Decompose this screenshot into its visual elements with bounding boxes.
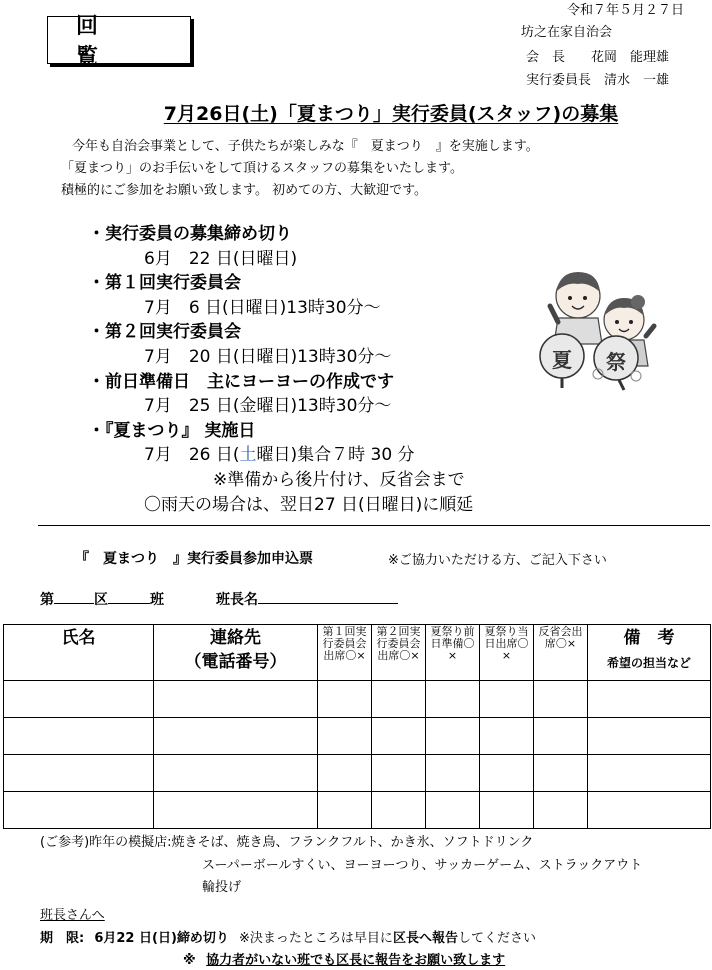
festival-kids-illustration: [528, 266, 660, 392]
cell-prep-day[interactable]: [426, 792, 480, 829]
fan-text-natsu: 夏: [552, 348, 572, 372]
schedule-detail-prep-day: 7月 25 日(金曜日)13時30分～: [144, 396, 392, 417]
final-request-mark: ※: [183, 953, 196, 968]
deadline-line: [40, 927, 536, 946]
festival-weekday: 土: [239, 445, 257, 466]
cell-prep-day[interactable]: [426, 681, 480, 718]
festival-time-part: 曜日)集合７時 30 分: [256, 445, 415, 466]
schedule-item-meeting-2: ・第２回実行委員会: [88, 322, 241, 343]
cell-festival-day[interactable]: [480, 755, 534, 792]
issue-date: 令和７年５月２７日: [567, 3, 685, 18]
deadline-note: ※決まったところは早目に: [239, 931, 393, 946]
cell-contact[interactable]: [154, 718, 318, 755]
cell-contact[interactable]: [154, 792, 318, 829]
fan-text-matsuri: 祭: [606, 350, 626, 374]
schedule-list: [88, 222, 473, 517]
to-group-leaders: 班長さんへ: [40, 908, 105, 923]
cell-remarks[interactable]: [588, 792, 711, 829]
circulation-stamp: [47, 14, 191, 70]
table-header-row: [4, 625, 711, 681]
cell-meeting-2[interactable]: [372, 681, 426, 718]
schedule-item-meeting-1: ・第１回実行委員会: [88, 273, 241, 294]
application-table: [3, 624, 711, 829]
form-note: ※ご協力いただける方、ご記入下さい: [388, 553, 607, 568]
deadline-note-emphasis: 区長へ報告: [392, 931, 458, 946]
schedule-detail-festival-day: [88, 443, 473, 468]
table-row: [4, 792, 711, 829]
reference-line-3: 輪投げ: [202, 880, 242, 895]
cell-meeting-1[interactable]: [318, 718, 372, 755]
cell-name[interactable]: [4, 681, 154, 718]
final-request: [183, 949, 505, 968]
cell-name[interactable]: [4, 755, 154, 792]
cell-review[interactable]: [534, 718, 588, 755]
cell-remarks[interactable]: [588, 755, 711, 792]
cell-remarks[interactable]: [588, 681, 711, 718]
header-contact: 連絡先 （電話番号）: [154, 625, 318, 681]
schedule-item-festival-day: ・『夏まつり』 実施日: [88, 420, 256, 441]
group-suffix: 班: [150, 592, 164, 608]
table-row: [4, 718, 711, 755]
festival-date-part: 7月 26 日(: [144, 445, 240, 466]
cell-prep-day[interactable]: [426, 755, 480, 792]
schedule-item-recruit-deadline: ・実行委員の募集締め切り: [88, 224, 292, 244]
deadline-note-end: してください: [457, 931, 536, 946]
ward-prefix: 第: [40, 592, 54, 608]
rain-policy: 〇雨天の場合は、翌日27 日(日曜日)に順延: [144, 494, 474, 515]
intro-line-3: 積極的にご参加をお願い致します。 初めての方、大歓迎です。: [61, 183, 428, 198]
cell-festival-day[interactable]: [480, 718, 534, 755]
intro-line-2: 「夏まつり」のお手伝いをして頂けるスタッフの募集をいたします。: [61, 161, 463, 176]
schedule-item-prep-day: ・前日準備日 主にヨーヨーの作成です: [88, 371, 394, 392]
ward-group-line: [40, 589, 398, 609]
group-number-field[interactable]: [108, 590, 150, 604]
cell-meeting-2[interactable]: [372, 755, 426, 792]
organization-name: 坊之在家自治会: [521, 25, 613, 40]
cell-review[interactable]: [534, 681, 588, 718]
header-name: 氏名: [4, 625, 154, 681]
header-meeting-1: 第１回実行委員会出席〇×: [318, 625, 372, 681]
cell-festival-day[interactable]: [480, 681, 534, 718]
section-divider: [38, 525, 710, 526]
cell-contact[interactable]: [154, 755, 318, 792]
table-row: [4, 681, 711, 718]
cell-review[interactable]: [534, 792, 588, 829]
cell-name[interactable]: [4, 792, 154, 829]
header-review-meeting: 反省会出席〇×: [534, 625, 588, 681]
ward-suffix: 区: [94, 592, 108, 608]
header-remarks: 備 考 希望の担当など: [588, 625, 711, 681]
leader-name-field[interactable]: [258, 590, 398, 604]
header-festival-day: 夏祭り当日出席〇×: [480, 625, 534, 681]
cell-prep-day[interactable]: [426, 718, 480, 755]
deadline-value: 6月22 日(日)締め切り: [94, 931, 229, 946]
header-prep-day: 夏祭り前日準備〇×: [426, 625, 480, 681]
reference-line-1: (ご参考)昨年の模擬店:焼きそば、焼き鳥、フランクフルト、かき氷、ソフトドリンク: [40, 835, 534, 850]
schedule-detail-meeting-1: 7月 6 日(日曜日)13時30分～: [144, 297, 381, 318]
reference-line-2: スーパーボールすくい、ヨーヨーつり、サッカーゲーム、ストラックアウト: [202, 858, 643, 873]
cell-name[interactable]: [4, 718, 154, 755]
cell-review[interactable]: [534, 755, 588, 792]
chairperson: 会 長 花岡 能理雄: [526, 50, 670, 65]
cell-festival-day[interactable]: [480, 792, 534, 829]
leader-name-label: 班長名: [216, 592, 258, 608]
ward-number-field[interactable]: [54, 590, 94, 604]
cell-remarks[interactable]: [588, 718, 711, 755]
deadline-label: 期 限:: [40, 931, 85, 946]
cell-meeting-1[interactable]: [318, 792, 372, 829]
schedule-detail-recruit-deadline: 6月 22 日(日曜日): [144, 248, 298, 269]
form-title: 『 夏まつり 』実行委員参加申込票: [75, 551, 313, 567]
committee-chair: 実行委員長 清水 一雄: [526, 73, 670, 88]
table-row: [4, 755, 711, 792]
schedule-detail-meeting-2: 7月 20 日(日曜日)13時30分～: [144, 346, 392, 367]
cell-meeting-2[interactable]: [372, 792, 426, 829]
intro-line-1: 今年も自治会事業として、子供たちが楽しみな『 夏まつり 』を実施します。: [72, 139, 539, 154]
stamp-text: 回 覧: [76, 14, 177, 70]
final-request-text: 協力者がいない班でも区長に報告をお願い致します: [206, 953, 506, 968]
cell-meeting-1[interactable]: [318, 681, 372, 718]
header-meeting-2: 第２回実行委員会出席〇×: [372, 625, 426, 681]
cell-contact[interactable]: [154, 681, 318, 718]
cell-meeting-1[interactable]: [318, 755, 372, 792]
page-title: 7月26日(土)「夏まつり」実行委員(スタッフ)の募集: [163, 103, 619, 125]
cell-meeting-2[interactable]: [372, 718, 426, 755]
festival-scope-note: ※準備から後片付け、反省会まで: [213, 469, 465, 490]
